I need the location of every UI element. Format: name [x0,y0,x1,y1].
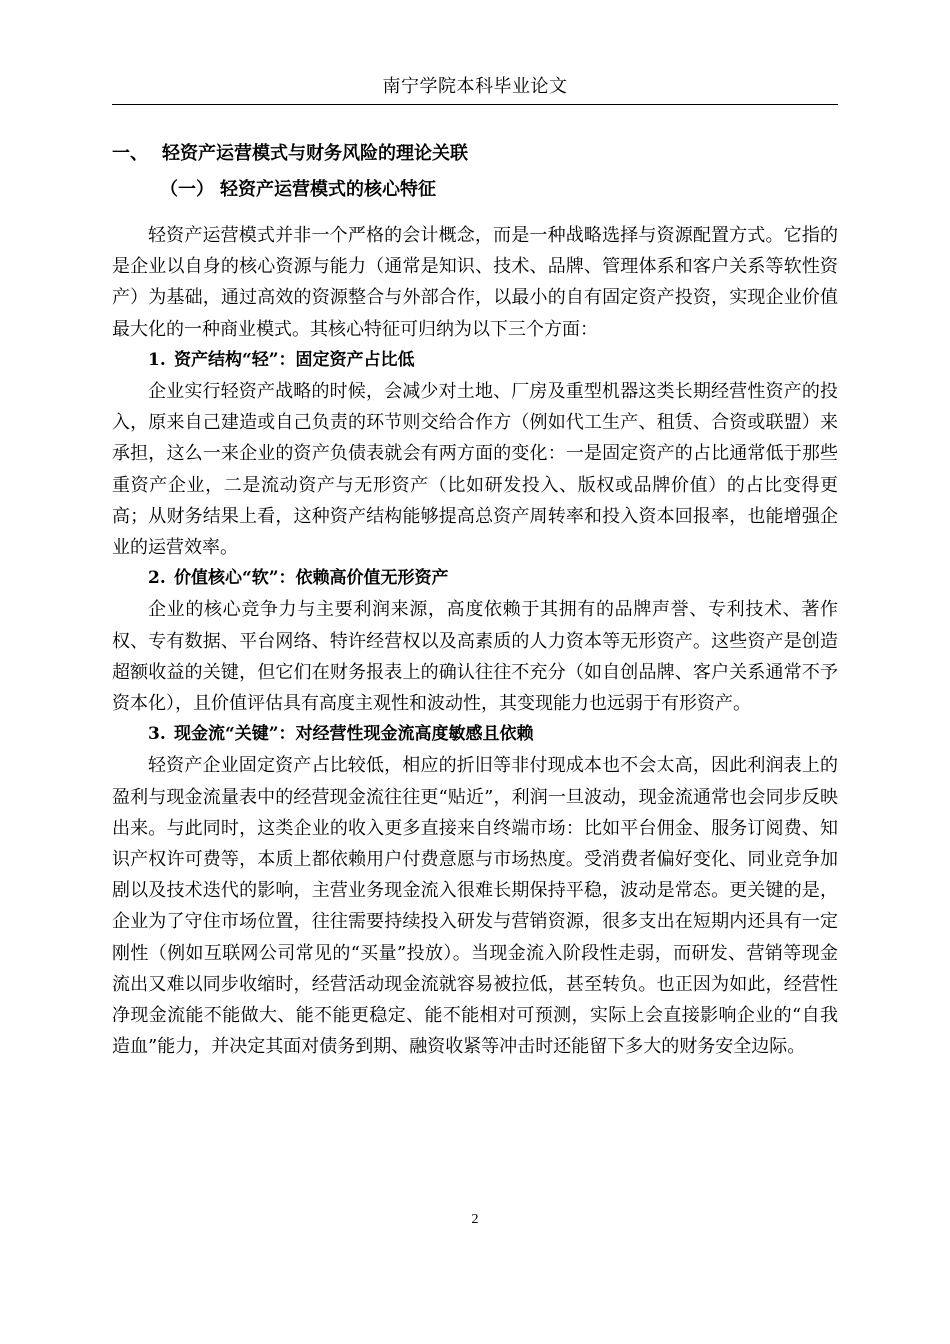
header-title: 南宁学院本科毕业论文 [382,76,568,97]
item-heading-2 [112,563,838,594]
section-heading [112,136,838,172]
item-title: 价值核心“软”：依赖高价值无形资产 [174,568,449,589]
section-title: 轻资产运营模式与财务风险的理论关联 [162,143,468,164]
item-title: 现金流“关键”：对经营性现金流高度敏感且依赖 [174,724,534,745]
item-paragraph-1: 企业实行轻资产战略的时候，会减少对土地、厂房及重型机器这类长期经营性资产的投入，原来自己建造或自己负责的环节则交给合作方（例如代工生产、租赁、合资或联盟）来承担，这么一来企业的资产负债表就会有两方面的变化：一是固定资产的占比通常低于那些重资产企业，二是流动资产与无形资产（比如研发投入、版权或品牌价值）的占比变得更高；从财务结果上看，这种资产结构能够提高总资产周转率和投入资本回报率，也能增强企业的运营效率。 [112,381,838,559]
header-divider [112,104,838,105]
item-title: 资产结构“轻”：固定资产占比低 [174,349,415,370]
page-number: 2 [471,1212,479,1227]
section-number: 一、 [112,143,148,164]
document-body [112,136,838,1062]
page-header [112,76,838,98]
subsection-title: 轻资产运营模式的核心特征 [220,179,436,200]
item-number: 1. [148,349,166,370]
item-number: 2. [148,568,166,589]
item-heading-1 [112,345,838,376]
item-paragraph-3: 轻资产企业固定资产占比较低，相应的折旧等非付现成本也不会太高，因此利润表上的盈利与现金流量表中的经营现金流往往更“贴近”，利润一旦波动，现金流通常也会同步反映出来。与此同时，这类企业的收入更多直接来自终端市场：比如平台佣金、服务订阅费、知识产权许可费等，本质上都依赖用户付费意愿与市场热度。受消费者偏好变化、同业竞争加剧以及技术迭代的影响，主营业务现金流入很难长期保持平稳，波动是常态。更关键的是，企业为了守住市场位置，往往需要持续投入研发与营销资源，很多支出在短期内还具有一定刚性（例如互联网公司常见的“买量”投放）。当现金流入阶段性走弱，而研发、营销等现金流出又难以同步收缩时，经营活动现金流就容易被拉低，甚至转负。也正因为如此，经营性净现金流能不能做大、能不能更稳定、能不能相对可预测，实际上会直接影响企业的“自我造血”能力，并决定其面对债务到期、融资收紧等冲击时还能留下多大的财务安全边际。 [112,755,838,1058]
subsection-number: （一） [160,179,214,200]
subsection-heading [112,172,838,220]
item-paragraph-2: 企业的核心竞争力与主要利润来源，高度依赖于其拥有的品牌声誉、专利技术、著作权、专有数据、平台网络、特许经营权以及高素质的人力资本等无形资产。这些资产是创造超额收益的关键，但它们在财务报表上的确认往往不充分（如自创品牌、客户关系通常不予资本化），且价值评估具有高度主观性和波动性，其变现能力也远弱于有形资产。 [112,599,838,715]
item-number: 3. [148,724,166,745]
intro-paragraph: 轻资产运营模式并非一个严格的会计概念，而是一种战略选择与资源配置方式。它指的是企业以自身的核心资源与能力（通常是知识、技术、品牌、管理体系和客户关系等软性资产）为基础，通过高效的资源整合与外部合作，以最小的自有固定资产投资，实现企业价值最大化的一种商业模式。其核心特征可归纳为以下三个方面： [112,225,838,340]
item-heading-3 [112,719,838,750]
